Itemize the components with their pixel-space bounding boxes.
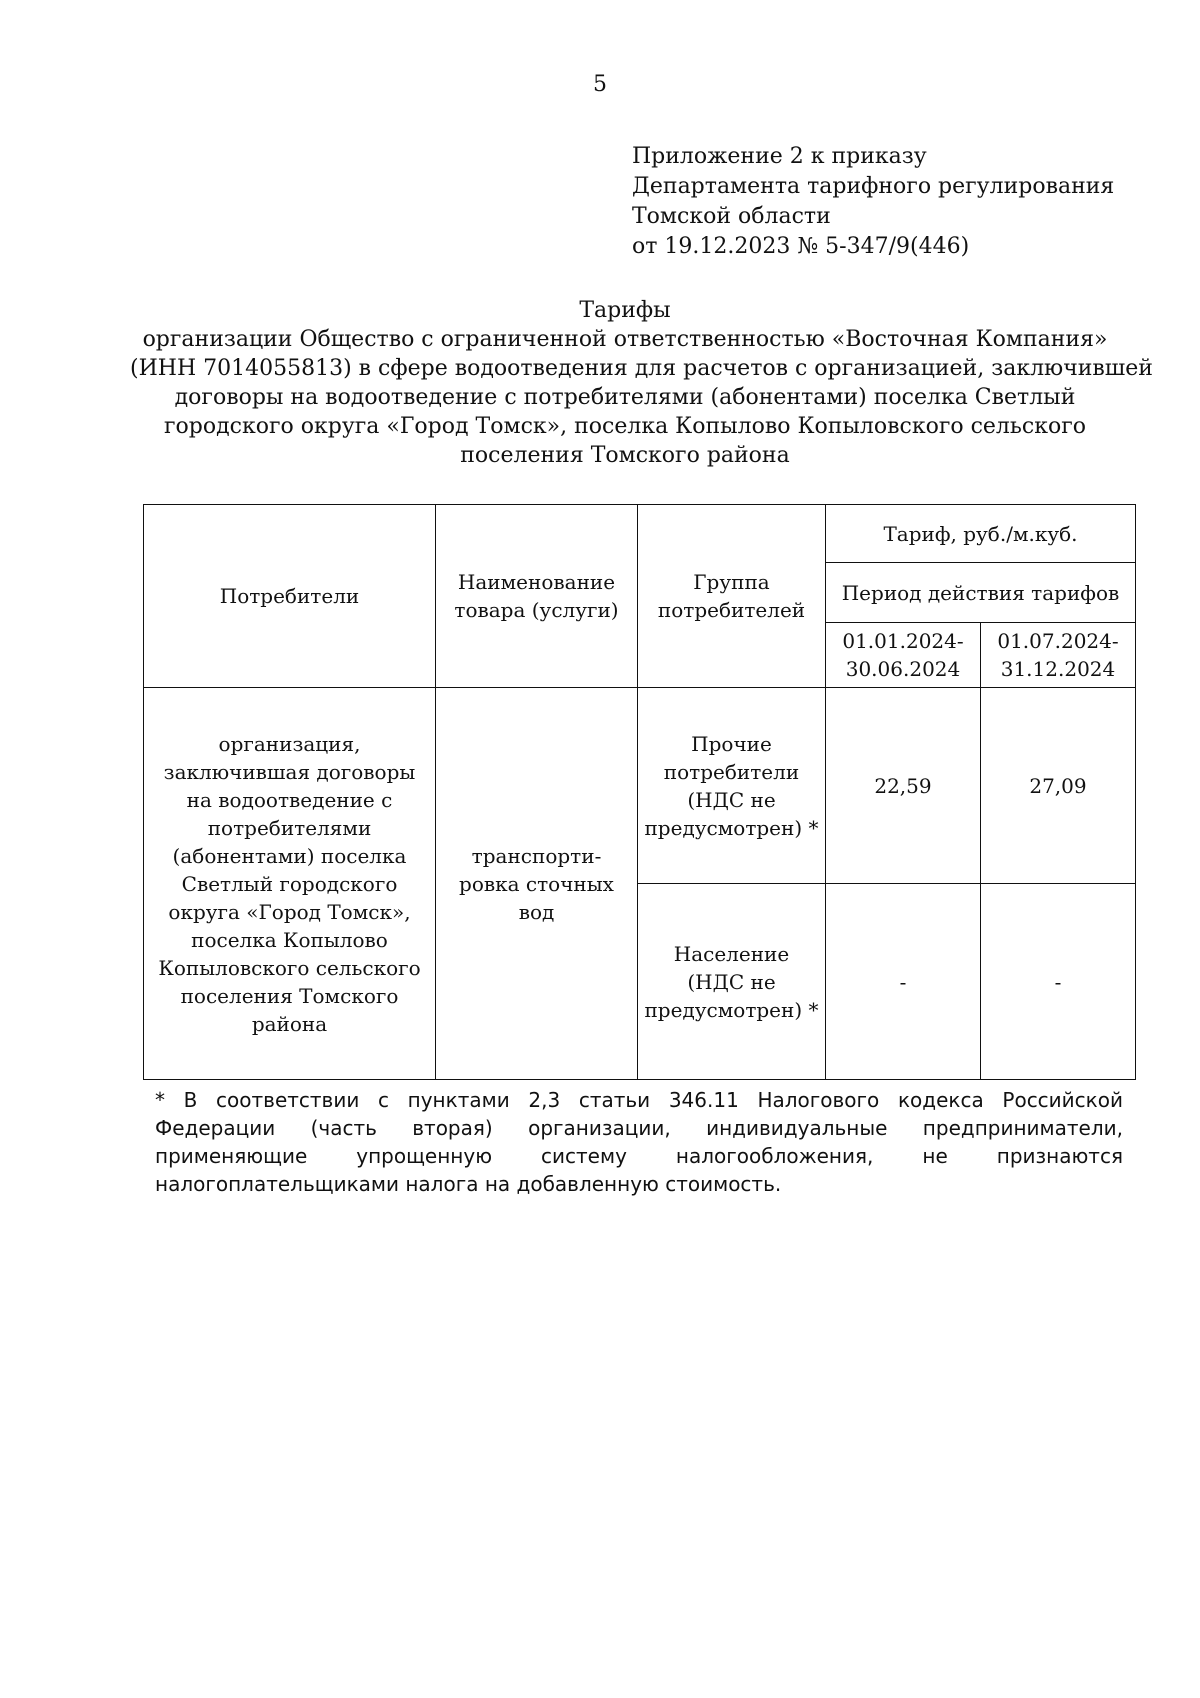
appendix-line: Томской области bbox=[632, 204, 831, 229]
document-title bbox=[130, 296, 1153, 470]
table-row bbox=[144, 688, 1136, 884]
title-line: договоры на водоотведение с потребителями (абонентами) поселка Светлый bbox=[174, 385, 1076, 410]
title-line: организации Общество с ограниченной ответственностью «Восточная Компания» bbox=[142, 327, 1108, 352]
title-line: городского округа «Город Томск», поселка Копылово Копыловского сельского bbox=[164, 414, 1086, 439]
header-consumer-group: Группа потребителей bbox=[638, 505, 826, 688]
service-cell: транспорти-ровка сточных вод bbox=[436, 688, 638, 1080]
header-period-1: 01.01.2024-30.06.2024 bbox=[826, 623, 981, 688]
appendix-order-date: от 19.12.2023 № 5-347/9(446) bbox=[632, 234, 970, 259]
header-period: Период действия тарифов bbox=[826, 563, 1136, 623]
tariff-value-cell: 22,59 bbox=[826, 688, 981, 884]
header-service-name: Наименование товара (услуги) bbox=[436, 505, 638, 688]
group-cell: Прочие потребители (НДС не предусмотрен) * bbox=[638, 688, 826, 884]
title-heading: Тарифы bbox=[579, 298, 671, 323]
tariff-table bbox=[143, 504, 1136, 1080]
tariff-value-cell: - bbox=[981, 884, 1136, 1080]
consumer-cell: организация, заключившая договоры на водоотведение с потребителями (абонентами) поселка Светлый городского округа «Город Томск», поселка Копылово Копыловского сельского поселения Томского района bbox=[144, 688, 436, 1080]
footnote: * В соответствии с пунктами 2,3 статьи 346.11 Налогового кодекса Российской Федерации (часть вторая) организации, индивидуальные предприниматели, применяющие упрощенную систему налогообложения, не признаются налогоплательщиками налога на добавленную стоимость. bbox=[155, 1088, 1123, 1196]
appendix-header bbox=[632, 142, 1152, 262]
page-number: 5 bbox=[593, 72, 607, 97]
title-line: поселения Томского района bbox=[460, 443, 790, 468]
header-period-2: 01.07.2024-31.12.2024 bbox=[981, 623, 1136, 688]
appendix-line: Приложение 2 к приказу bbox=[632, 144, 927, 169]
header-tariff: Тариф, руб./м.куб. bbox=[826, 505, 1136, 563]
tariff-value-cell: - bbox=[826, 884, 981, 1080]
group-cell: Население (НДС не предусмотрен) * bbox=[638, 884, 826, 1080]
header-consumers: Потребители bbox=[144, 505, 436, 688]
appendix-line: Департамента тарифного регулирования bbox=[632, 174, 1115, 199]
title-line: (ИНН 7014055813) в сфере водоотведения для расчетов с организацией, заключившей bbox=[130, 356, 1153, 381]
tariff-value-cell: 27,09 bbox=[981, 688, 1136, 884]
